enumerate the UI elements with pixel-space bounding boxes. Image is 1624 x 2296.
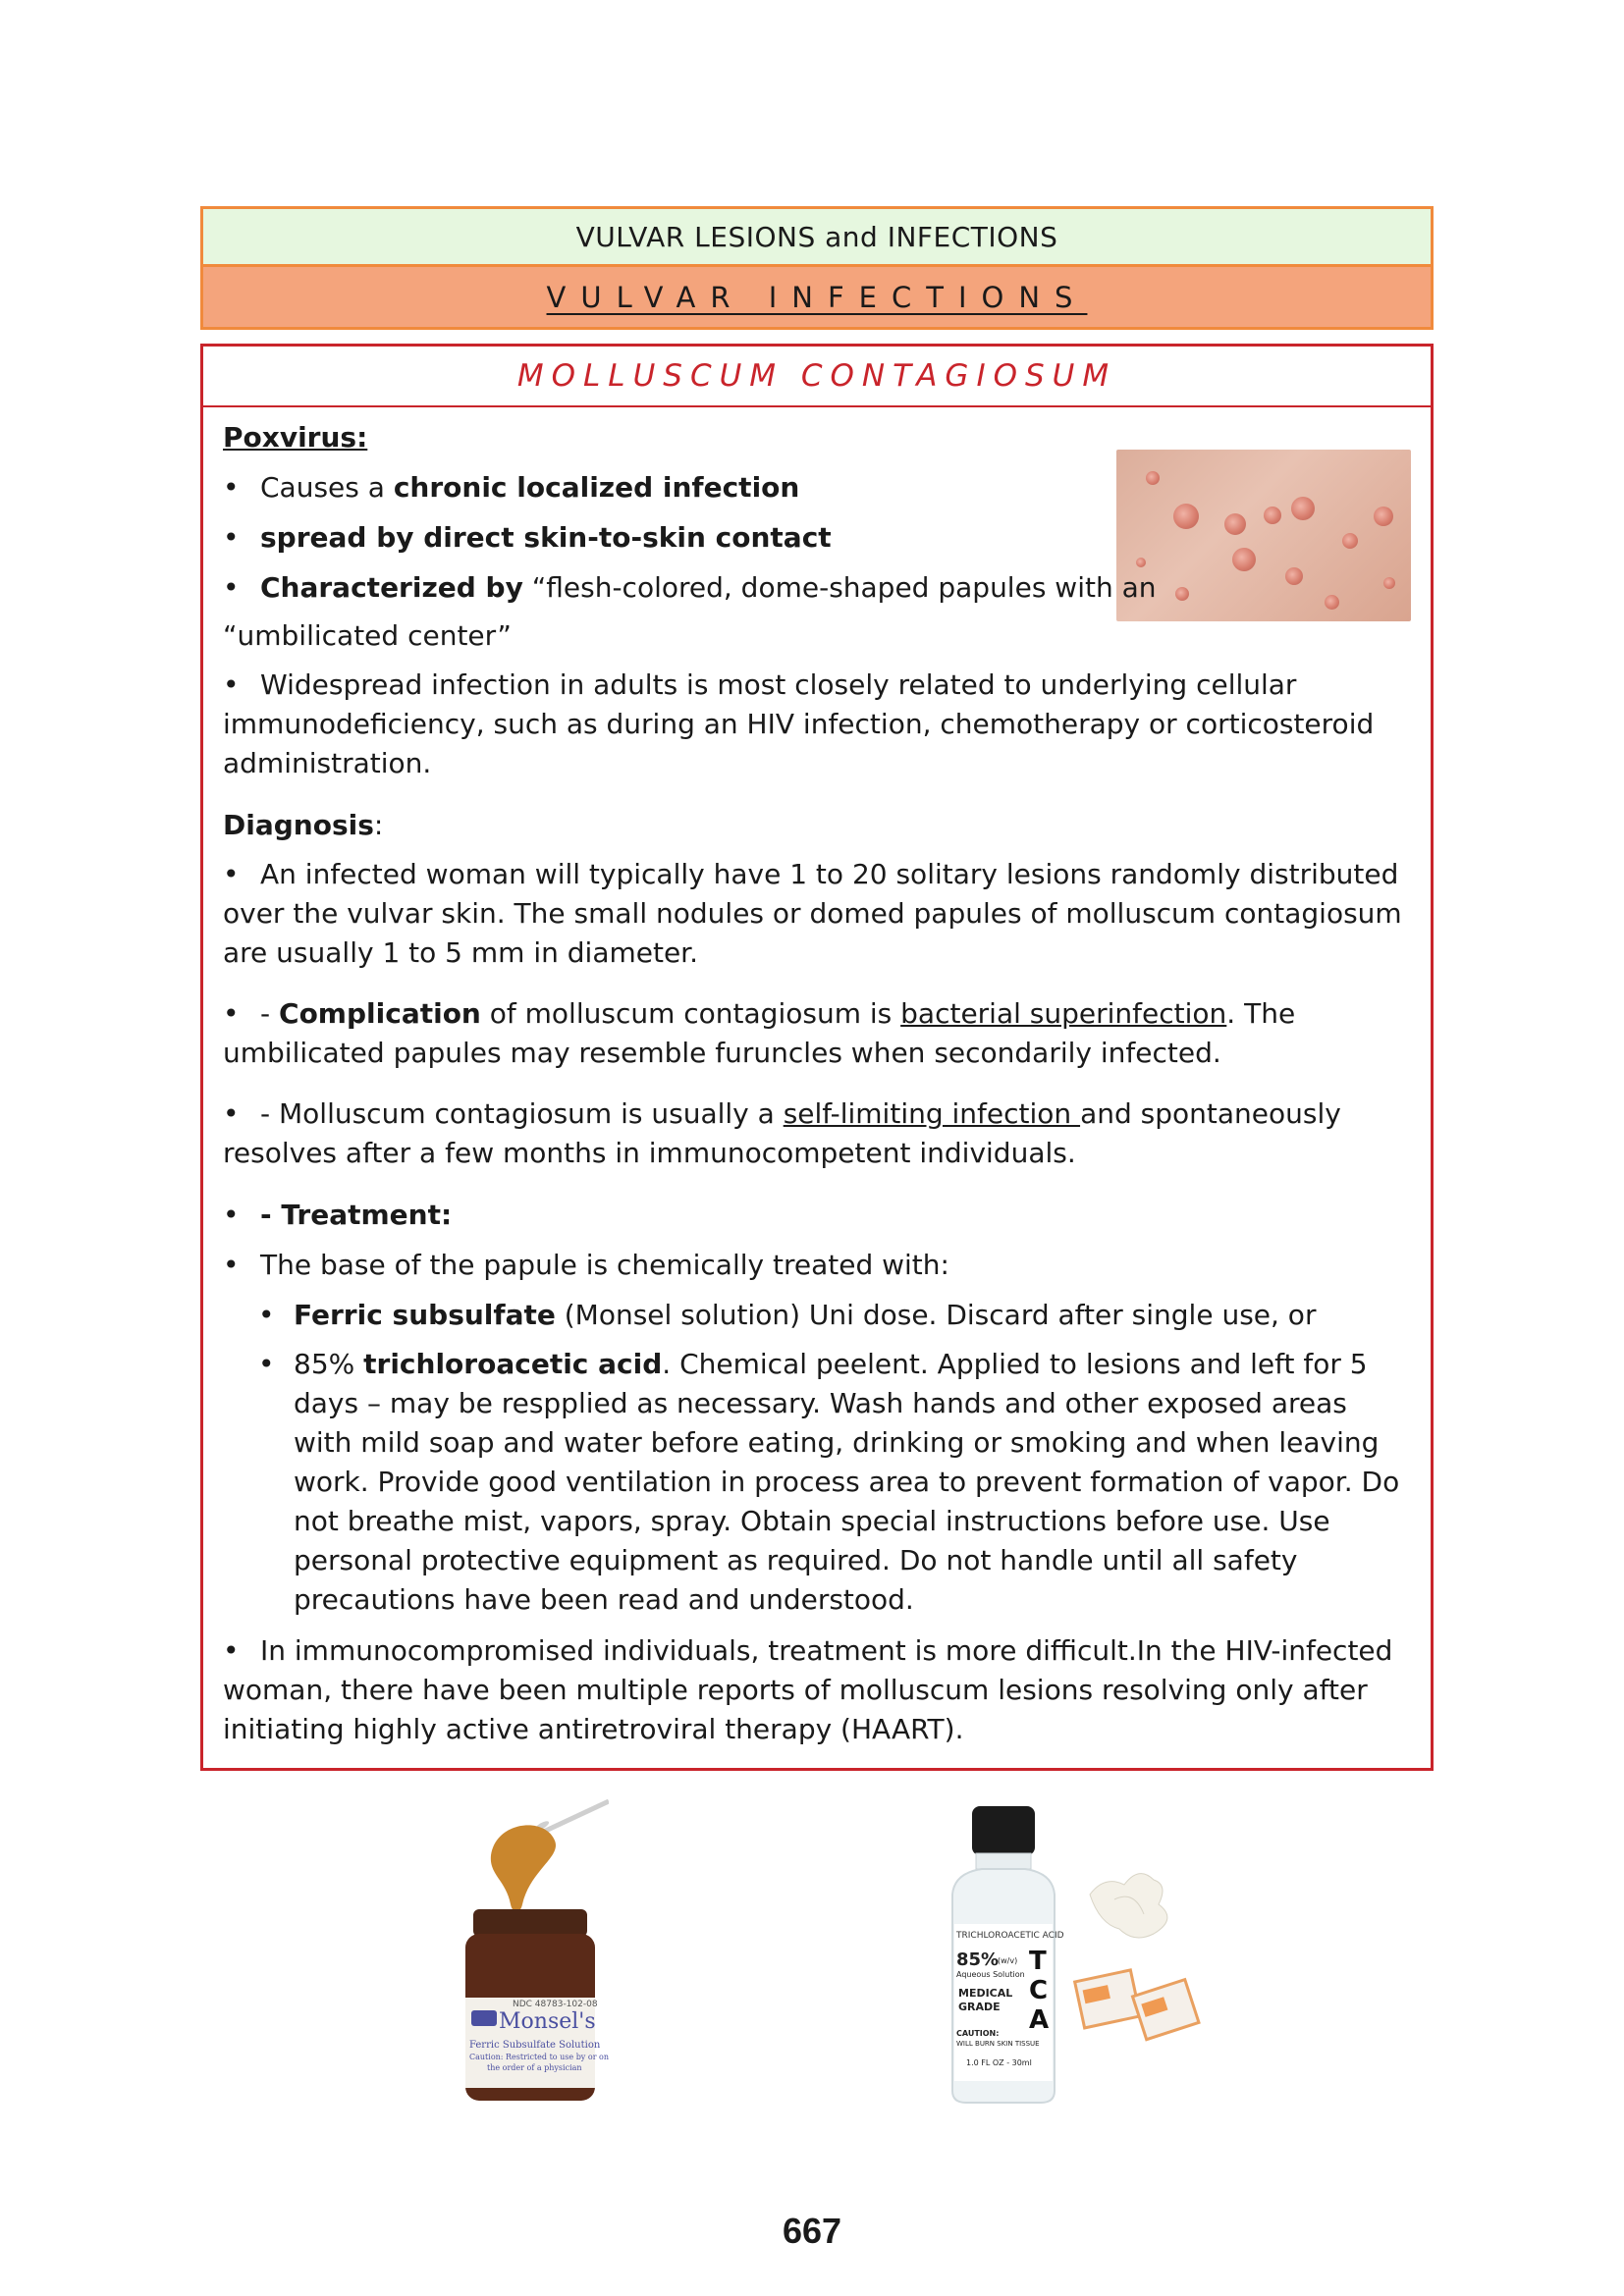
list-item: • Ferric subsulfate (Monsel solution) Uni dose. Discard after single use, or — [258, 1299, 1317, 1331]
list-item: • 85% trichloroacetic acid. Chemical peelent. Applied to lesions and left for 5 days – may be respplied as necessary. Wash hands and other exposed areas with mild soap and water before eating, drinking or smoking and when leaving work. Provide good ventilation in process area to prevent formation of vapor. Do not breathe mist, vapors, spray. Obtain special instructions before use. Use personal protective equipment as required. Do not handle until all safety precautions have been read and understood. — [258, 1348, 1400, 1616]
list-item: • The base of the papule is chemically treated with: — [223, 1249, 949, 1281]
monsel-label-line1: Ferric Subsulfate Solution — [469, 2040, 601, 2051]
tca-wv: (w/v) — [998, 1956, 1018, 1965]
monsel-solution-image — [452, 1796, 609, 2110]
tca-warning: WILL BURN SKIN TISSUE — [956, 2040, 1040, 2048]
tca-letter-c: C — [1029, 1976, 1049, 2005]
tca-caution: CAUTION: — [956, 2029, 1000, 2038]
list-item: • - Complication of molluscum contagiosum is bacterial superinfection. The umbilicated papules may resemble furuncles when secondarily infected. — [223, 997, 1296, 1069]
content-body — [223, 417, 1411, 1749]
list-item: • In immunocompromised individuals, treatment is more difficult.In the HIV-infected woman, there have been multiple reports of molluscum lesions resolving only after initiating highly active antiretroviral therapy (HAART). — [223, 1634, 1393, 1745]
tca-volume: 1.0 FL OZ - 30ml — [966, 2058, 1032, 2067]
list-item: • - Molluscum contagiosum is usually a self-limiting infection and spontaneously resolves after a few months in immunocompetent individuals. — [223, 1097, 1341, 1169]
chapter-header — [200, 206, 1434, 267]
tca-solution: Aqueous Solution — [956, 1970, 1025, 1979]
poxvirus-heading: Poxvirus: — [223, 421, 368, 454]
tca-letter-a: A — [1029, 2005, 1050, 2035]
tca-name: TRICHLOROACETIC ACID — [956, 1931, 1064, 1941]
tca-grade-1: MEDICAL — [958, 1987, 1013, 2000]
tca-percent: 85% — [956, 1949, 1000, 1970]
section-header — [200, 267, 1434, 330]
list-item: • An infected woman will typically have 1 to 20 solitary lesions randomly distributed over the vulvar skin. The small nodules or domed papules of molluscum contagiosum are usually 1 to 5 mm in diameter. — [223, 858, 1402, 969]
chapter-title: VULVAR LESIONS and INFECTIONS — [575, 220, 1058, 253]
page-number: 667 — [782, 2211, 842, 2251]
monsel-brand: Monsel's — [499, 2009, 596, 2034]
topic-title: MOLLUSCUM CONTAGIOSUM — [516, 358, 1117, 394]
tca-bottle-image — [943, 1796, 1208, 2110]
treatment-heading: • - Treatment: — [223, 1199, 453, 1231]
section-subtitle: VULVAR INFECTIONS — [546, 280, 1088, 314]
tca-letter-t: T — [1029, 1947, 1047, 1976]
list-item-continued: “umbilicated center” — [223, 619, 512, 652]
monsel-ndc: NDC 48783-102-08 — [513, 2000, 598, 2009]
tca-grade-2: GRADE — [958, 2001, 1001, 2013]
monsel-label-line3: the order of a physician — [487, 2063, 582, 2072]
list-item: • spread by direct skin-to-skin contact — [223, 521, 832, 554]
list-item: • Widespread infection in adults is most closely related to underlying cellular immunodeficiency, such as during an HIV infection, chemotherapy or corticosteroid administration. — [223, 668, 1375, 779]
diagnosis-heading: Diagnosis: — [223, 809, 384, 841]
list-item: • Characterized by “flesh-colored, dome-shaped papules with an — [223, 571, 1157, 604]
monsel-label-line2: Caution: Restricted to use by or on — [469, 2053, 609, 2061]
list-item: • Causes a chronic localized infection — [223, 471, 800, 504]
panel-title — [203, 347, 1431, 407]
treatment-options — [223, 1295, 1411, 1620]
content-panel — [200, 344, 1434, 1771]
